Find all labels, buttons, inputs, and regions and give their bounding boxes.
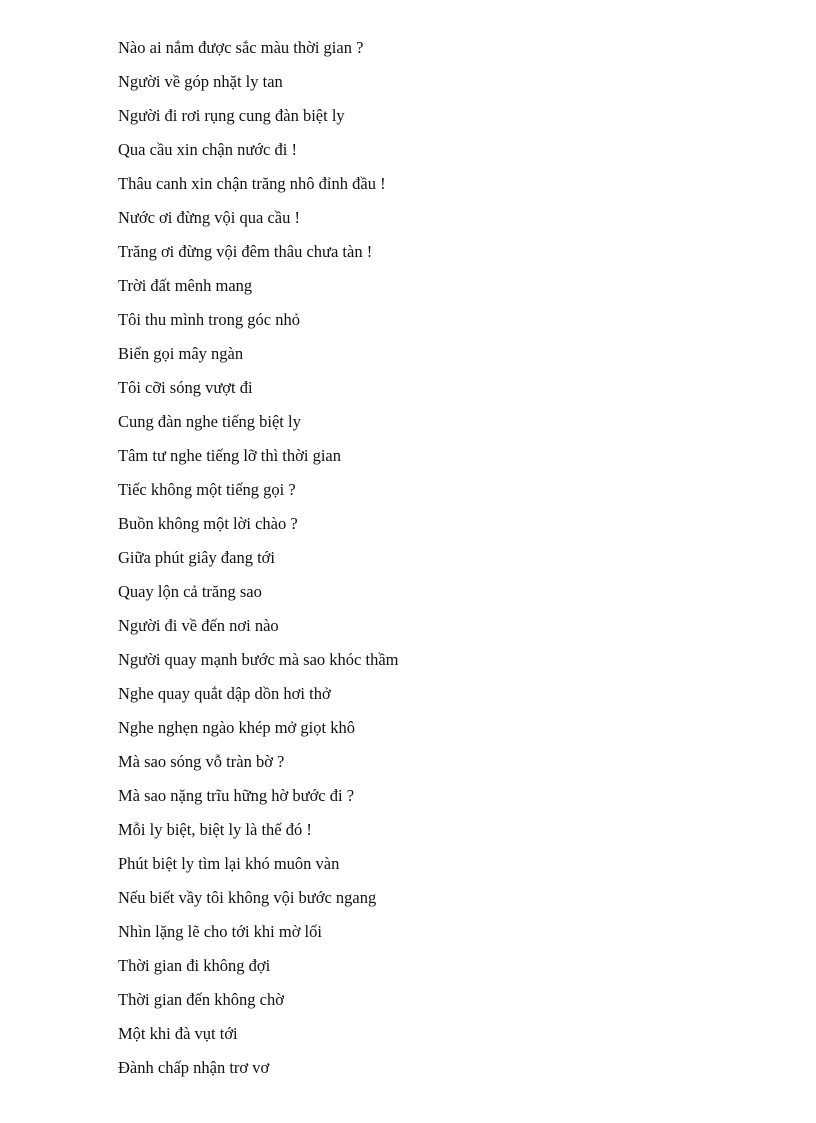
poem-line: Nước ơi đừng vội qua cầu ! bbox=[118, 208, 300, 227]
poem-line: Mỗi ly biệt, biệt ly là thế đó ! bbox=[118, 820, 312, 839]
poem-line: Nào ai nắm được sắc màu thời gian ? bbox=[118, 38, 364, 57]
poem-line: Một khi đà vụt tới bbox=[118, 1024, 238, 1043]
poem-line: Trăng ơi đừng vội đêm thâu chưa tàn ! bbox=[118, 242, 373, 261]
poem-line: Giữa phút giây đang tới bbox=[118, 548, 275, 567]
poem-line: Trời đất mênh mang bbox=[118, 276, 253, 295]
poem-line: Người quay mạnh bước mà sao khóc thầm bbox=[118, 650, 399, 669]
poem-line: Phút biệt ly tìm lại khó muôn vàn bbox=[118, 854, 340, 873]
poem-line: Tôi thu mình trong góc nhỏ bbox=[118, 310, 300, 329]
poem-line: Cung đàn nghe tiếng biệt ly bbox=[118, 412, 301, 431]
poem-line: Mà sao nặng trĩu hững hờ bước đi ? bbox=[118, 786, 355, 805]
poem-line: Nghe nghẹn ngào khép mở giọt khô bbox=[118, 718, 355, 737]
poem-line: Đành chấp nhận trơ vơ bbox=[118, 1058, 270, 1077]
poem-line: Tiếc không một tiếng gọi ? bbox=[118, 480, 296, 499]
poem-line: Mà sao sóng vỗ tràn bờ ? bbox=[118, 752, 285, 771]
poem-line: Quay lộn cả trăng sao bbox=[118, 582, 262, 601]
poem-line: Nghe quay quắt dập dồn hơi thở bbox=[118, 684, 331, 703]
poem-line: Nếu biết vầy tôi không vội bước ngang bbox=[118, 888, 377, 907]
poem-line: Người về góp nhặt ly tan bbox=[118, 72, 283, 91]
poem-line: Người đi rơi rụng cung đàn biệt ly bbox=[118, 106, 345, 125]
poem-line: Thời gian đi không đợi bbox=[118, 956, 271, 975]
poem-line: Buồn không một lời chào ? bbox=[118, 514, 298, 533]
poem-line: Người đi về đến nơi nào bbox=[118, 616, 279, 635]
poem-line: Thâu canh xin chận trăng nhô đỉnh đầu ! bbox=[118, 174, 386, 193]
poem-line: Thời gian đến không chờ bbox=[118, 990, 284, 1009]
poem-line: Qua cầu xin chận nước đi ! bbox=[118, 140, 297, 159]
poem-line: Nhìn lặng lẽ cho tới khi mờ lối bbox=[118, 922, 322, 941]
poem-line: Tâm tư nghe tiếng lỡ thì thời gian bbox=[118, 446, 341, 465]
poem-line: Biển gọi mây ngàn bbox=[118, 344, 244, 363]
poem-text bbox=[118, 36, 398, 1090]
poem-line: Tôi cỡi sóng vượt đi bbox=[118, 378, 253, 397]
